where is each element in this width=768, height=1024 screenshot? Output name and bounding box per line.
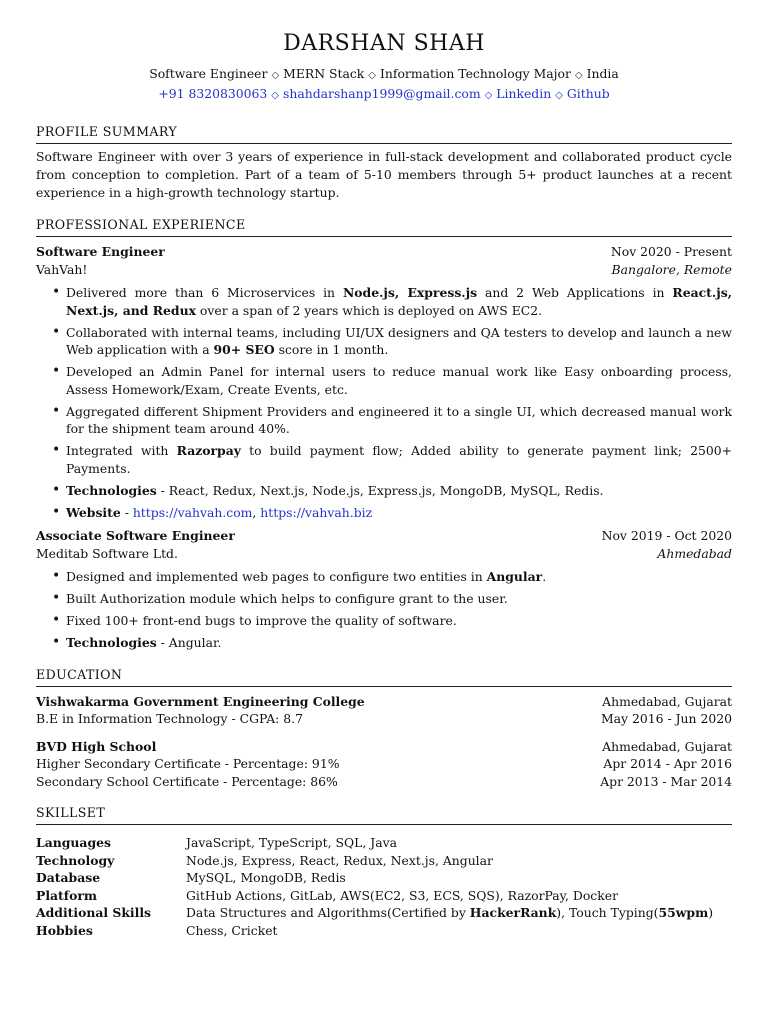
section-title-skills: SKILLSET [36,804,732,825]
education-entry [36,693,732,728]
bold-text: Node.js, Express.js [342,285,478,300]
email-link[interactable]: shahdarshanp1999@gmail.com [283,86,481,101]
contact-line [36,85,732,105]
text-run: ) [708,905,714,920]
linkedin-link[interactable]: Linkedin [496,86,552,101]
text-run: , [252,504,261,520]
resume-page [36,30,732,939]
job-location: Ahmedabad [657,545,732,561]
job-entry [36,527,732,652]
skills-table [36,834,713,939]
bold-text: Technologies [66,635,157,650]
text-run: Integrated with [66,443,177,458]
text-run: Fixed 100+ front-end bugs to improve the quality of software. [66,613,457,628]
skill-key: Languages [36,835,111,850]
text-run: JavaScript, TypeScript, SQL, Java [186,835,397,850]
text-run: score in 1 month. [274,342,389,357]
skill-value [186,869,713,887]
degree-dates: May 2016 - Jun 2020 [600,711,732,726]
separator-diamond-icon: ◇ [574,70,583,81]
skill-key: Technology [36,852,115,868]
text-run: GitHub Actions, GitLab, AWS(EC2, S3, ECS, SQS), RazorPay, Docker [186,887,619,903]
skill-value [186,852,713,870]
degree-dates: Apr 2013 - Mar 2014 [600,773,732,789]
bold-text: Angular [486,569,543,584]
tagline-country: India [586,66,619,81]
website-link[interactable]: https://vahvah.com [132,504,253,520]
skill-row [36,904,713,922]
skill-row [36,869,713,887]
text-run: over a span of 2 years which is deployed on AWS EC2. [195,302,543,318]
text-run: Data Structures and Algorithms(Certified by [186,905,470,920]
education-entry [36,738,732,791]
skill-row [36,887,713,905]
text-run: Chess, Cricket [186,922,278,938]
bullet-item [66,482,732,500]
school-location: Ahmedabad, Gujarat [602,738,732,754]
bullet-item [66,363,732,398]
job-bullets [36,568,732,652]
degree-text: Secondary School Certificate - Percentage: 86% [36,773,338,789]
separator-diamond-icon: ◇ [271,70,280,81]
tagline [36,65,732,85]
separator-diamond-icon: ◇ [271,90,279,101]
text-run: Built Authorization module which helps to configure grant to the user. [66,591,508,606]
text-run: - Angular. [156,635,222,650]
job-bullets [36,284,732,521]
separator-diamond-icon: ◇ [555,90,563,101]
profile-summary-text: Software Engineer with over 3 years of experience in full-stack development and collaborated product cycle from conception to completion. Part of a team of 5-10 members through 5+ product launches at a recent experience in a high-growth technology startup. [36,149,732,200]
separator-diamond-icon: ◇ [484,90,493,101]
section-title-experience: PROFESSIONAL EXPERIENCE [36,216,732,237]
job-entry [36,243,732,521]
bullet-item [66,634,732,652]
phone-link[interactable]: +91 8320830063 [158,86,268,101]
skill-key: Database [36,870,101,885]
bullet-item [66,612,732,630]
text-run: . [542,569,547,584]
text-run: to build payment flow; Added ability to generate payment link; 2500+ Payments. [66,443,732,476]
text-run: Collaborated with internal teams, including UI/UX designers and QA testers to develop and launch a new Web application with a [66,324,732,357]
degree-text: B.E in Information Technology - CGPA: 8.7 [36,711,303,726]
bullet-item [66,324,732,359]
degree-text: Higher Secondary Certificate - Percentage: 91% [36,756,340,771]
tagline-role: Software Engineer [149,66,268,81]
bold-text: Technologies [66,482,157,498]
job-company: Meditab Software Ltd. [36,545,178,561]
skill-value [186,904,713,922]
degree-dates: Apr 2014 - Apr 2016 [603,756,732,771]
job-company: VahVah! [36,261,88,277]
text-run: and 2 Web Applications in [477,285,673,300]
bullet-item [66,504,732,522]
skill-value [186,887,713,905]
text-run: Delivered more than 6 Microservices in [66,285,343,300]
skill-value [186,922,713,940]
text-run: - React, Redux, Next.js, Node.js, Express.js, MongoDB, MySQL, Redis. [156,482,604,498]
skill-row [36,922,713,940]
bullet-item [66,284,732,319]
tagline-stack: MERN Stack [283,66,365,81]
bold-text: 55wpm [658,905,709,920]
github-link[interactable]: Github [566,86,610,101]
job-location: Bangalore, Remote [611,261,732,277]
candidate-name: DARSHAN SHAH [283,31,485,56]
text-run: Aggregated different Shipment Providers and engineered it to a single UI, which decreased manual work for the shipment team around 40%. [66,403,732,436]
text-run: Designed and implemented web pages to configure two entities in [66,569,487,584]
job-role: Software Engineer [36,244,165,259]
bullet-item [66,403,732,438]
skill-key: Additional Skills [36,905,152,920]
school-name: Vishwakarma Government Engineering College [36,693,365,709]
skill-row [36,852,713,870]
text-run: ), Touch Typing( [556,905,659,920]
tagline-major: Information Technology Major [380,66,571,81]
school-name: BVD High School [36,738,157,754]
skill-value [186,834,713,852]
text-run: Node.js, Express, React, Redux, Next.js, Angular [186,852,493,868]
section-title-education: EDUCATION [36,666,732,687]
job-role: Associate Software Engineer [36,528,235,543]
text-run: Developed an Admin Panel for internal users to reduce manual work like Easy onboarding process, Assess Homework/Exam, Create Events, etc. [66,364,732,397]
bold-text: 90+ SEO [213,342,275,357]
section-title-profile: PROFILE SUMMARY [36,123,732,144]
school-location: Ahmedabad, Gujarat [602,693,732,709]
separator-diamond-icon: ◇ [368,70,376,81]
job-dates: Nov 2019 - Oct 2020 [601,528,732,543]
job-dates: Nov 2020 - Present [610,244,732,259]
website-link[interactable]: https://vahvah.biz [260,504,373,520]
bold-text: HackerRank [469,905,557,920]
bold-text: Website [66,504,121,520]
text-run: - [120,504,133,520]
bullet-item [66,568,732,586]
skill-key: Platform [36,887,98,903]
text-run: MySQL, MongoDB, Redis [186,870,346,885]
skill-row [36,834,713,852]
bullet-item [66,442,732,477]
bold-text: Razorpay [176,443,241,458]
skill-key: Hobbies [36,922,93,938]
bullet-item [66,590,732,608]
bold-text: React.js, Next.js, and Redux [66,285,732,318]
